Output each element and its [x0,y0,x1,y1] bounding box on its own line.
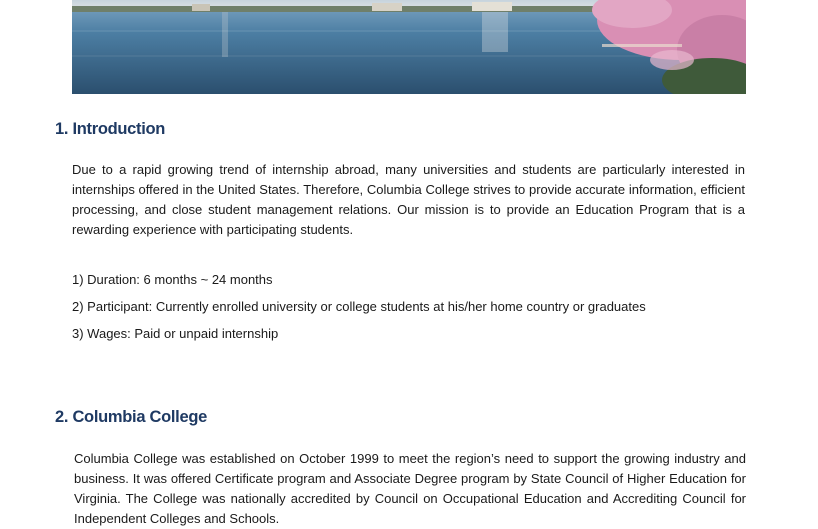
program-details-list [72,270,646,351]
section-heading-introduction: 1. Introduction [55,120,166,138]
section-heading-columbia-college: 2. Columbia College [55,408,207,426]
list-item-wages: 3) Wages: Paid or unpaid internship [72,326,279,341]
columbia-college-paragraph: Columbia College was established on October 1999 to meet the region’s need to support the growing industry and business. It was offered Certificate program and Associate Degree program by State Council of Higher Education for Virginia. The College was nationally accredited by Council on Occupational Education and Accrediting Council for Independent Colleges and Schools. [74,451,746,526]
list-item-participant: 2) Participant: Currently enrolled university or college students at his/her home country or graduates [72,299,646,314]
hero-photo [72,0,746,94]
introduction-paragraph: Due to a rapid growing trend of internship abroad, many universities and students are particularly interested in internships offered in the United States. Therefore, Columbia College strives to provide accurate information, efficient processing, and close student management relations. Our mission is to provide an Education Program that is a rewarding experience with participating students. [72,162,745,237]
lake-cherry-blossom-photo [72,0,746,94]
list-item-duration: 1) Duration: 6 months ~ 24 months [72,272,273,287]
